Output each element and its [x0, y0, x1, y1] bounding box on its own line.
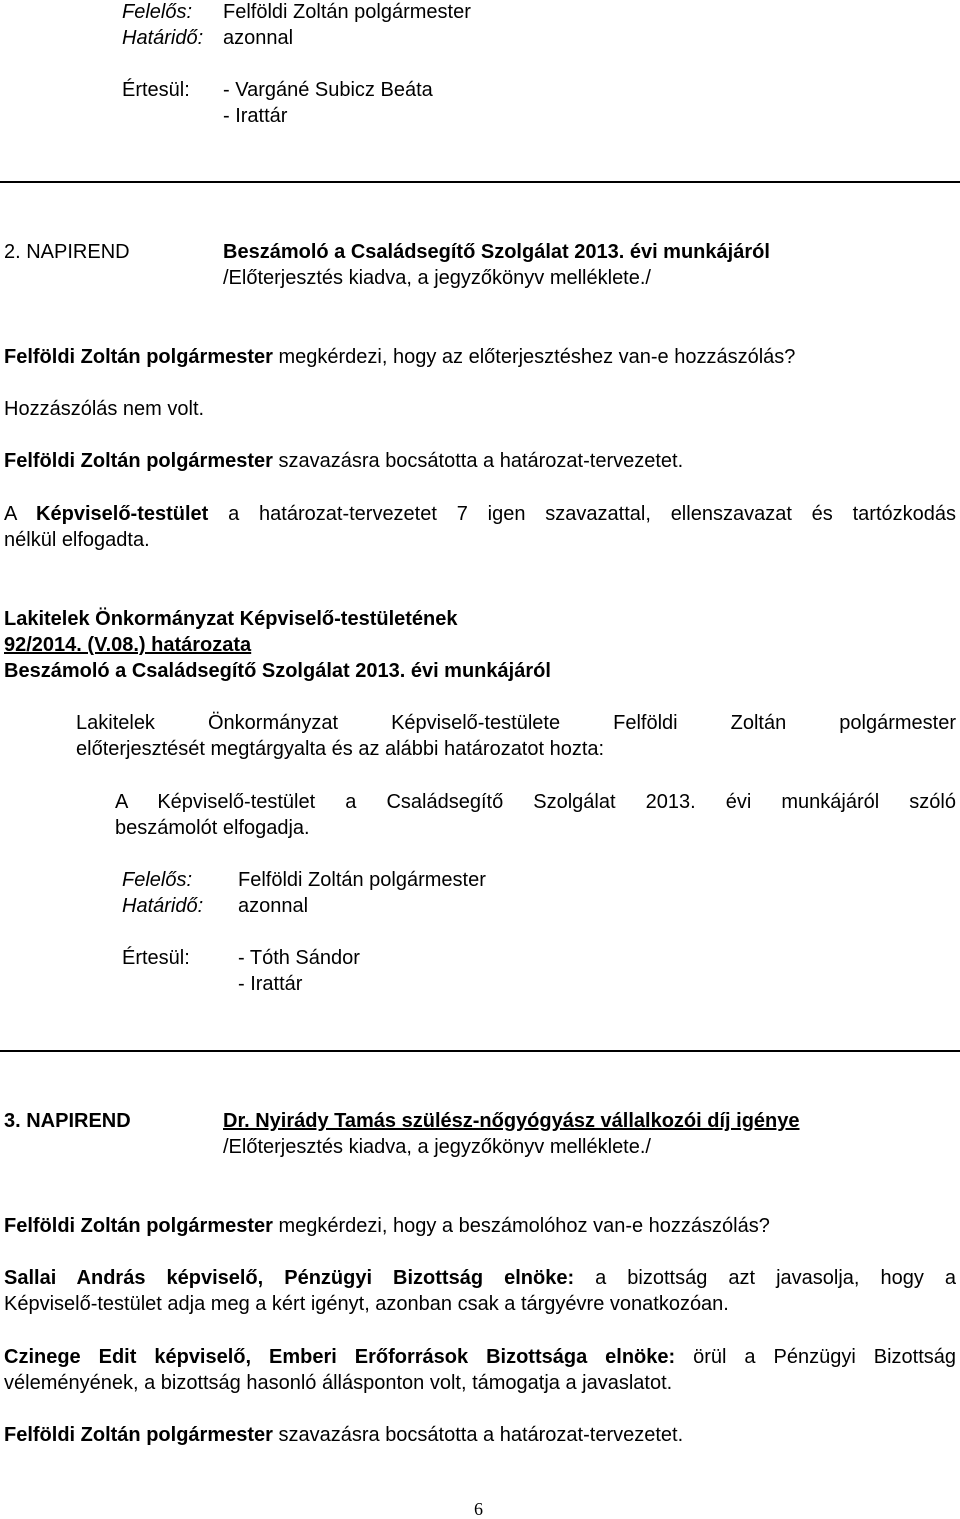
paragraph: Hozzászólás nem volt.: [4, 398, 205, 420]
resolution-number: 92/2014. (V.08.) határozata: [4, 634, 252, 656]
agenda-label: 2. NAPIREND: [4, 241, 130, 263]
paragraph-line: véleményének, a bizottság hasonló állásponton volt, támogatja a javaslatot.: [4, 1372, 673, 1394]
paragraph-text: megkérdezi, hogy az előterjesztéshez van-e hozzászólás?: [272, 346, 796, 368]
resolution-title: Beszámoló a Családsegítő Szolgálat 2013. évi munkájáról: [4, 660, 551, 682]
notify-label: Értesül:: [122, 79, 190, 101]
notify-item: - Irattár: [223, 105, 288, 127]
speaker: Czinege Edit képviselő, Emberi Erőforrások Bizottsága elnöke:: [4, 1346, 676, 1368]
speaker: Felföldi Zoltán polgármester: [4, 1424, 273, 1446]
paragraph: [4, 1423, 683, 1447]
responsible-label: Felelős:: [122, 1, 193, 23]
resolution-decision-line: A Képviselő-testület a Családsegítő Szolgálat 2013. évi munkájáról szóló: [115, 791, 956, 813]
agenda-label: 3. NAPIREND: [4, 1110, 131, 1132]
page-number: 6: [474, 1499, 483, 1519]
deadline-value: azonnal: [238, 895, 309, 917]
responsible-value: Felföldi Zoltán polgármester: [223, 1, 471, 23]
responsible-value: Felföldi Zoltán polgármester: [238, 869, 486, 891]
vote-result-line: nélkül elfogadta.: [4, 529, 150, 551]
responsible-label: Felelős:: [122, 869, 193, 891]
speaker: Felföldi Zoltán polgármester: [4, 1215, 273, 1237]
deadline-value: azonnal: [223, 27, 294, 49]
paragraph-text: szavazásra bocsátotta a határozat-tervezetet.: [272, 1424, 684, 1446]
paragraph-line: Képviselő-testület adja meg a kért igényt, azonban csak a tárgyévre vonatkozóan.: [4, 1293, 729, 1315]
paragraph-text: megkérdezi, hogy a beszámolóhoz van-e hozzászólás?: [272, 1215, 770, 1237]
paragraph: [4, 449, 683, 473]
paragraph: [4, 1214, 770, 1238]
paragraph-text: szavazásra bocsátotta a határozat-tervezetet.: [272, 450, 684, 472]
vote-result-line: A Képviselő-testület a határozat-tervezetet 7 igen szavazattal, ellenszavazat és tartózkodás: [4, 503, 956, 525]
speaker: Felföldi Zoltán polgármester: [4, 450, 273, 472]
paragraph-line: Sallai András képviselő, Pénzügyi Bizottság elnöke: a bizottság azt javasolja, hogy a: [4, 1267, 957, 1289]
resolution-intro-line: Lakitelek Önkormányzat Képviselő-testülete Felföldi Zoltán polgármester: [76, 712, 956, 734]
speaker: Sallai András képviselő, Pénzügyi Bizottság elnöke:: [4, 1267, 575, 1289]
resolution-decision-line: beszámolót elfogadja.: [115, 817, 310, 839]
deadline-label: Határidő:: [122, 27, 204, 49]
notify-item: - Tóth Sándor: [238, 947, 360, 969]
section-divider: [0, 1050, 960, 1052]
notify-item: - Vargáné Subicz Beáta: [223, 79, 433, 101]
resolution-intro-line: előterjesztését megtárgyalta és az alábbi határozatot hozta:: [76, 738, 605, 760]
agenda-note: /Előterjesztés kiadva, a jegyzőkönyv melléklete./: [223, 1136, 651, 1158]
deadline-label: Határidő:: [122, 895, 204, 917]
notify-item: - Irattár: [238, 973, 303, 995]
paragraph: [4, 345, 795, 369]
agenda-title: Dr. Nyirády Tamás szülész-nőgyógyász vállalkozói díj igénye: [223, 1110, 800, 1132]
agenda-note: /Előterjesztés kiadva, a jegyzőkönyv melléklete./: [223, 267, 651, 289]
resolution-issuer: Lakitelek Önkormányzat Képviselő-testületének: [4, 608, 458, 630]
notify-label: Értesül:: [122, 947, 190, 969]
speaker: Képviselő-testület: [36, 503, 209, 525]
agenda-title: Beszámoló a Családsegítő Szolgálat 2013. évi munkájáról: [223, 241, 770, 263]
speaker: Felföldi Zoltán polgármester: [4, 346, 273, 368]
section-divider: [0, 181, 960, 183]
paragraph-line: Czinege Edit képviselő, Emberi Erőforrások Bizottsága elnöke: örül a Pénzügyi Bizottság: [4, 1346, 956, 1368]
